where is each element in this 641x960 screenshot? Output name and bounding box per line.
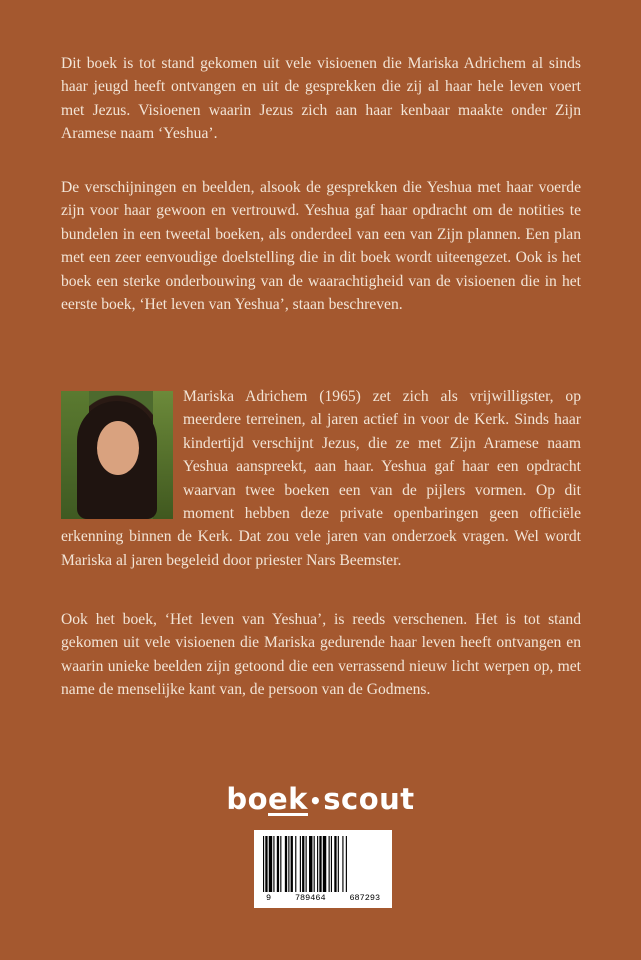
previous-book-paragraph: Ook het boek, ‘Het leven van Yeshua’, is reeds verschenen. Het is tot stand gekomen uit vele visioenen die Mariska gedurende haar leven heeft ontvangen en waarin unieke beelden zijn getoond die een verrassend nieuw licht werpen op, met name de menselijke kant van, de persoon van de Godmens. (61, 611, 581, 699)
intro-paragraph: Dit boek is tot stand gekomen uit vele visioenen die Mariska Adrichem al sinds haar jeugd heeft ontvangen en uit de gesprekken die zij al haar hele leven voert met Jezus. Visioenen waarin Jezus zich aan haar kenbaar maakte onder Zijn Aramese naam ‘Yeshua’. (61, 55, 581, 143)
description-paragraph: De verschijningen en beelden, alsook de gesprekken die Yeshua met haar voerde zijn voor haar gewoon en vertrouwd. Yeshua gaf haar opdracht om de notities te bundelen in een tweetal boeken, als onderdeel van een van Zijn plannen. Een plan met een zeer eenvoudige doelstelling die in dit boek wordt uiteengezet. Ook is het boek een sterke onderbouwing van de waarachtigheid van de visioenen die in het eerste boek, ‘Het leven van Yeshua’, staan beschreven. (61, 179, 581, 314)
barcode-number: 9 789464 687293 (265, 893, 381, 903)
author-bio: Mariska Adrichem (1965) zet zich als vrijwilligster, op meerdere terreinen, al jaren actief in voor de Kerk. Sinds haar kindertijd verschijnt Jezus, die ze met Zijn Aramese naam Yeshua aanspreekt, aan haar. Yeshua gaf haar een opdracht waarvan twee boeken een van de pijlers vormen. Op dit moment hebben deze private openbaringen geen officiële erkenning binnen de Kerk. Dat zou vele jaren van onderzoek vragen. Wel wordt Mariska al jaren begeleid door priester Nars Beemster. (61, 388, 581, 569)
author-photo (61, 391, 173, 519)
author-bio-block (61, 385, 581, 572)
publisher-logo: boek•scout (226, 782, 415, 816)
isbn-barcode (254, 830, 392, 908)
barcode-bars (263, 836, 383, 892)
